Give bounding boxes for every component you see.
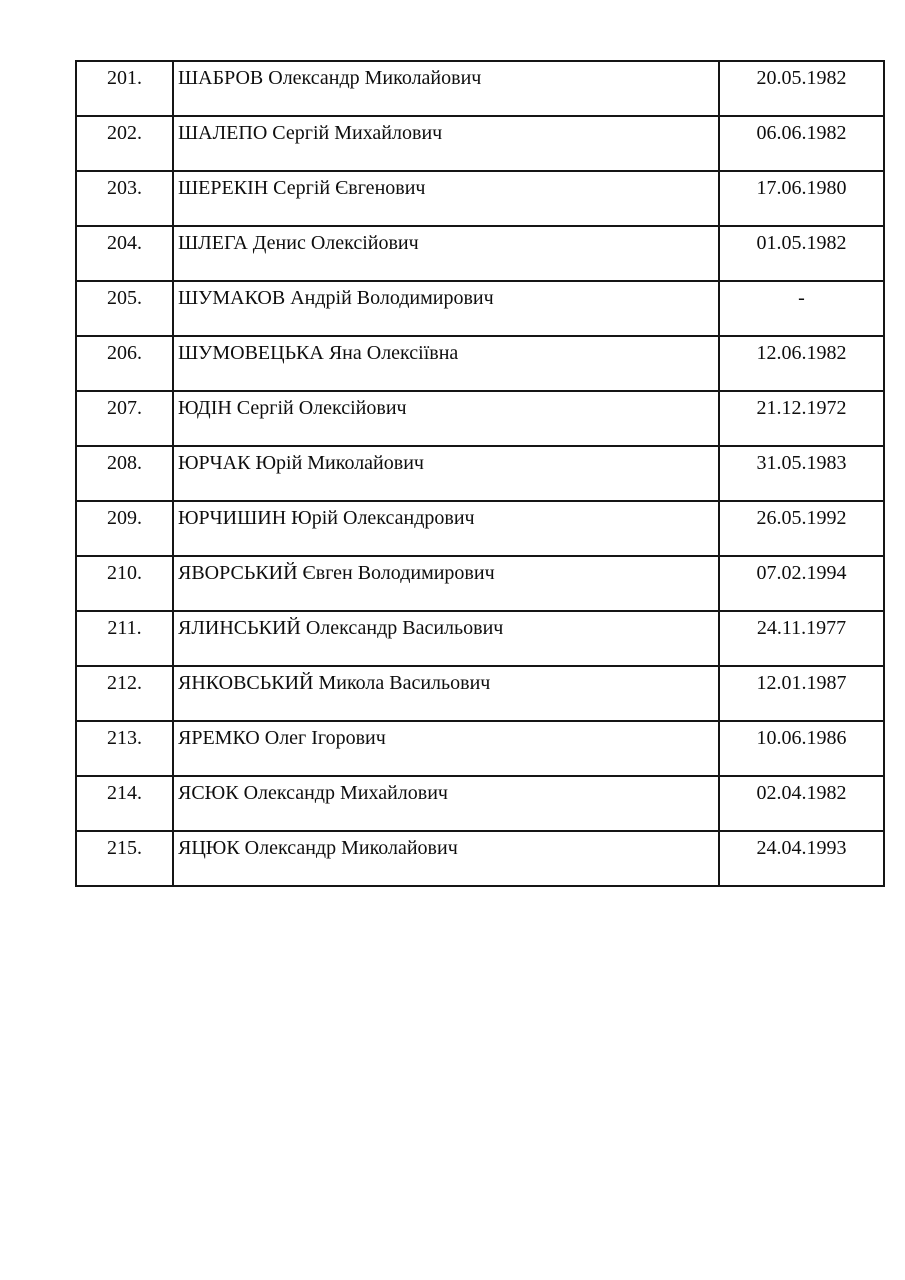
birthdate-cell: 21.12.1972 bbox=[719, 391, 884, 446]
birthdate-cell: 10.06.1986 bbox=[719, 721, 884, 776]
row-number-cell: 208. bbox=[76, 446, 173, 501]
person-name-cell: ЮРЧИШИН Юрій Олександрович bbox=[173, 501, 719, 556]
row-number-cell: 205. bbox=[76, 281, 173, 336]
persons-table bbox=[75, 60, 885, 887]
table-row bbox=[76, 61, 884, 116]
birthdate-cell: 12.01.1987 bbox=[719, 666, 884, 721]
person-name-cell: ЮРЧАК Юрій Миколайович bbox=[173, 446, 719, 501]
table-row bbox=[76, 336, 884, 391]
row-number-cell: 215. bbox=[76, 831, 173, 886]
row-number-cell: 211. bbox=[76, 611, 173, 666]
table-row bbox=[76, 721, 884, 776]
person-name-cell: ШАЛЕПО Сергій Михайлович bbox=[173, 116, 719, 171]
table-row bbox=[76, 281, 884, 336]
row-number-cell: 214. bbox=[76, 776, 173, 831]
table-row bbox=[76, 171, 884, 226]
table-row bbox=[76, 611, 884, 666]
table-row bbox=[76, 776, 884, 831]
birthdate-cell: 01.05.1982 bbox=[719, 226, 884, 281]
table-row bbox=[76, 226, 884, 281]
row-number-cell: 206. bbox=[76, 336, 173, 391]
table-row bbox=[76, 831, 884, 886]
row-number-cell: 202. bbox=[76, 116, 173, 171]
birthdate-cell: 24.04.1993 bbox=[719, 831, 884, 886]
person-name-cell: ЮДІН Сергій Олексійович bbox=[173, 391, 719, 446]
row-number-cell: 210. bbox=[76, 556, 173, 611]
row-number-cell: 203. bbox=[76, 171, 173, 226]
person-name-cell: ЯСЮК Олександр Михайлович bbox=[173, 776, 719, 831]
person-name-cell: ШУМОВЕЦЬКА Яна Олексіївна bbox=[173, 336, 719, 391]
birthdate-cell: - bbox=[719, 281, 884, 336]
row-number-cell: 209. bbox=[76, 501, 173, 556]
table-row bbox=[76, 556, 884, 611]
row-number-cell: 204. bbox=[76, 226, 173, 281]
row-number-cell: 201. bbox=[76, 61, 173, 116]
person-name-cell: ЯНКОВСЬКИЙ Микола Васильович bbox=[173, 666, 719, 721]
birthdate-cell: 06.06.1982 bbox=[719, 116, 884, 171]
table-row bbox=[76, 666, 884, 721]
table-row bbox=[76, 446, 884, 501]
person-name-cell: ШУМАКОВ Андрій Володимирович bbox=[173, 281, 719, 336]
birthdate-cell: 02.04.1982 bbox=[719, 776, 884, 831]
person-name-cell: ШЕРЕКІН Сергій Євгенович bbox=[173, 171, 719, 226]
person-name-cell: ШАБРОВ Олександр Миколайович bbox=[173, 61, 719, 116]
person-name-cell: ЯРЕМКО Олег Ігорович bbox=[173, 721, 719, 776]
birthdate-cell: 17.06.1980 bbox=[719, 171, 884, 226]
person-name-cell: ШЛЕГА Денис Олексійович bbox=[173, 226, 719, 281]
birthdate-cell: 24.11.1977 bbox=[719, 611, 884, 666]
table-row bbox=[76, 501, 884, 556]
table-row bbox=[76, 116, 884, 171]
birthdate-cell: 26.05.1992 bbox=[719, 501, 884, 556]
row-number-cell: 213. bbox=[76, 721, 173, 776]
birthdate-cell: 31.05.1983 bbox=[719, 446, 884, 501]
birthdate-cell: 20.05.1982 bbox=[719, 61, 884, 116]
row-number-cell: 207. bbox=[76, 391, 173, 446]
table-body bbox=[76, 61, 884, 886]
birthdate-cell: 12.06.1982 bbox=[719, 336, 884, 391]
row-number-cell: 212. bbox=[76, 666, 173, 721]
person-name-cell: ЯЛИНСЬКИЙ Олександр Васильович bbox=[173, 611, 719, 666]
person-name-cell: ЯВОРСЬКИЙ Євген Володимирович bbox=[173, 556, 719, 611]
table-row bbox=[76, 391, 884, 446]
person-name-cell: ЯЦЮК Олександр Миколайович bbox=[173, 831, 719, 886]
birthdate-cell: 07.02.1994 bbox=[719, 556, 884, 611]
